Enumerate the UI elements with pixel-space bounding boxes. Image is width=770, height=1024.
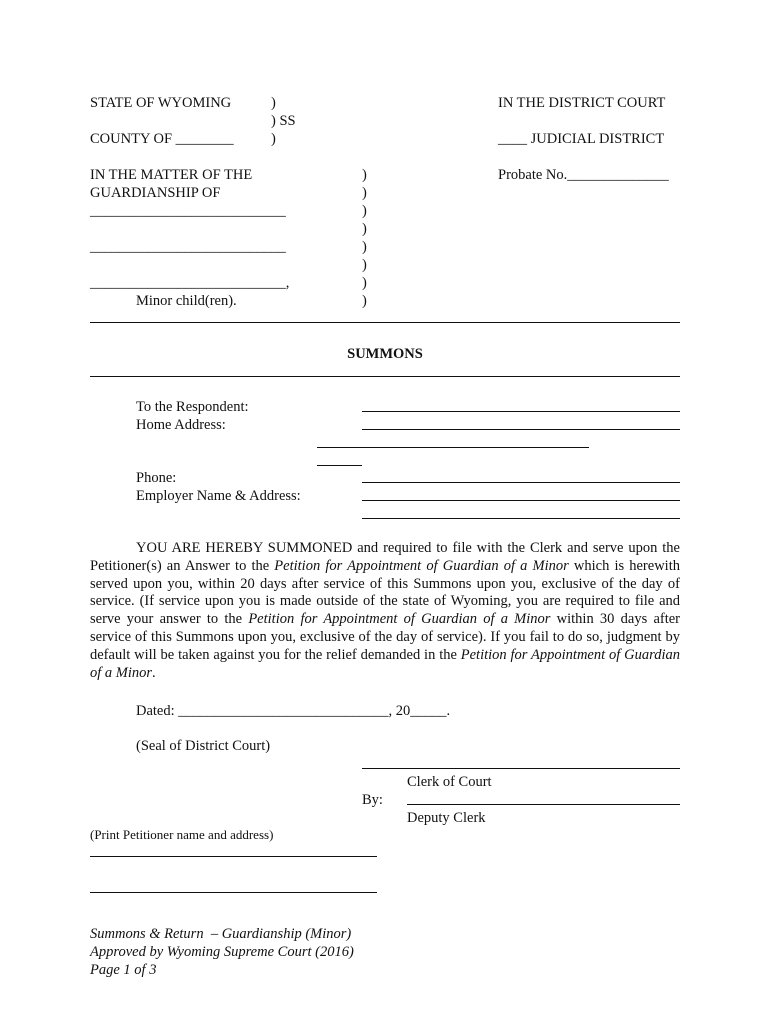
- phone-line[interactable]: [362, 482, 680, 483]
- clerk-of-court-label: Clerk of Court: [407, 774, 492, 790]
- divider: [90, 376, 680, 377]
- caption-paren: ): [271, 131, 276, 147]
- caption-paren: ): [362, 167, 367, 183]
- employer-line-2[interactable]: [362, 518, 680, 519]
- divider: [90, 322, 680, 323]
- footer-approval: Approved by Wyoming Supreme Court (2016): [90, 944, 354, 960]
- by-label: By:: [362, 792, 383, 808]
- document-title: SUMMONS: [347, 346, 423, 362]
- probate-number-field[interactable]: Probate No.______________: [498, 167, 669, 183]
- petition-title: Petition for Appointment of Guardian of a Minor: [248, 611, 551, 628]
- petitioner-line[interactable]: [90, 892, 377, 893]
- caption-paren: ): [362, 293, 367, 309]
- home-address-line-2[interactable]: [317, 447, 589, 448]
- caption-paren: ): [362, 221, 367, 237]
- clerk-signature-line[interactable]: [362, 768, 680, 769]
- minor-name-blank-2[interactable]: ___________________________: [90, 239, 286, 255]
- body-text: YOU ARE HEREBY SUMMONED and required to file with the Clerk and serve upon the Petitioner(s) an Answer to the: [90, 540, 680, 574]
- dated-field[interactable]: Dated: _____________________________, 20_____.: [136, 703, 451, 719]
- footer-page-number: Page 1 of 3: [90, 962, 157, 978]
- body-text: within 30 days after service of this Summons upon you, exclusive of the day of service). If you fail to do so, judgment by default will be taken against you for the relief demanded in the: [90, 611, 680, 663]
- home-address-line-3[interactable]: [317, 465, 362, 466]
- matter-line-1: IN THE MATTER OF THE: [90, 167, 253, 183]
- phone-label: Phone:: [136, 470, 177, 486]
- minor-children-label: Minor child(ren).: [136, 293, 237, 309]
- employer-line[interactable]: [362, 500, 680, 501]
- deputy-signature-line[interactable]: [407, 804, 680, 805]
- home-address-line[interactable]: [362, 429, 680, 430]
- body-text: which is herewith served upon you, within 20 days after service of this Summons upon you, exclusive of the day of service. (If service upon you is made outside of the state of Wyoming, you are required to file and serve your answer to the: [90, 557, 680, 628]
- respondent-label: To the Respondent:: [136, 399, 249, 415]
- petitioner-label: (Print Petitioner name and address): [90, 827, 274, 842]
- caption-paren: ): [362, 275, 367, 291]
- state-label: STATE OF WYOMING: [90, 95, 232, 111]
- minor-name-blank-1[interactable]: ___________________________: [90, 203, 286, 219]
- minor-name-blank-3[interactable]: ___________________________,: [90, 275, 290, 291]
- caption-paren: ): [362, 239, 367, 255]
- caption-paren: ): [271, 95, 276, 111]
- caption-paren: ): [362, 185, 367, 201]
- home-address-label: Home Address:: [136, 417, 226, 433]
- summons-body-paragraph: [90, 540, 680, 682]
- caption-paren: ): [362, 257, 367, 273]
- petitioner-line[interactable]: [90, 856, 377, 857]
- petition-title: Petition for Appointment of Guardian of a Minor: [90, 646, 680, 681]
- county-label: COUNTY OF ________: [90, 131, 234, 147]
- employer-label: Employer Name & Address:: [136, 488, 301, 504]
- matter-line-2: GUARDIANSHIP OF: [90, 185, 221, 201]
- seal-label: (Seal of District Court): [136, 738, 271, 754]
- footer-form-title: Summons & Return – Guardianship (Minor): [90, 926, 352, 942]
- petition-title: Petition for Appointment of Guardian of a Minor: [274, 557, 569, 574]
- deputy-clerk-label: Deputy Clerk: [407, 810, 486, 826]
- judicial-district-label: ____ JUDICIAL DISTRICT: [498, 131, 665, 147]
- body-text: .: [152, 664, 156, 681]
- ss-label: ) SS: [271, 113, 296, 129]
- court-label: IN THE DISTRICT COURT: [498, 95, 666, 111]
- caption-paren: ): [362, 203, 367, 219]
- respondent-name-line[interactable]: [362, 411, 680, 412]
